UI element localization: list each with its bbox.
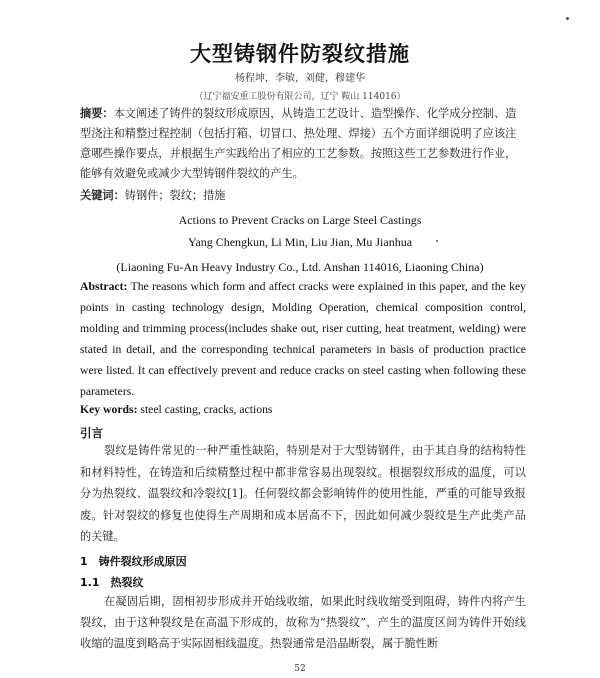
page-number: 52 [294,664,306,674]
keywords-en-label: Key words: [80,403,138,416]
section-1-1-paragraph: 在凝固后期，固相初步形成并开始线收缩，如果此时线收缩受到阻碍，铸件内将产生裂纹，由于这种裂纹是在高温下形成的，故称为“热裂纹”，产生的温度区间为铸件开始线收缩的温度到略高于实际固相线温度。热裂通常是沿晶断裂，属于脆性断 [80,595,526,650]
scan-speck [436,240,438,242]
abstract-cn-label: 摘要： [80,107,114,120]
section-1-1-heading: 1.1 热裂纹 [80,576,144,589]
paper-title-cn: 大型铸钢件防裂纹措施 [190,42,410,66]
intro-paragraph: 裂纹是铸件常见的一种严重性缺陷，特别是对于大型铸钢件，由于其自身的结构特性和材料特性，在铸造和后续精整过程中都非常容易出现裂纹。根据裂纹形成的温度，可以分为热裂纹、温裂纹和冷裂纹[1]。任何裂纹都会影响铸件的使用性能，严重的可能导致报废。针对裂纹的修复也使得生产周期和成本居高不下，因此如何减少裂纹是生产此类产品的关键。 [80,444,526,543]
abstract-en-text: The reasons which form and affect cracks were explained in this paper, and the key points in casting technology design, Molding Operation, chemical composition control, molding and trimming process(includes shake out, riser cutting, heat treatment, welding) were stated in detail, and the corresponding technical parameters in basis of production practice were listed. It can effectively prevent and reduce cracks on steel casting when following these parameters. [80,280,526,398]
affiliation-cn: （辽宁福安重工股份有限公司，辽宁 鞍山 114016） [194,92,406,102]
abstract-en [80,276,526,402]
paper-title-en: Actions to Prevent Cracks on Large Steel Castings [178,213,422,227]
scan-speck [566,17,569,20]
abstract-en-label: Abstract: [80,280,128,293]
authors-en: Yang Chengkun, Li Min, Liu Jian, Mu Jianhua [187,235,413,249]
section-1-heading: 1 铸件裂纹形成原因 [80,555,187,568]
keywords-cn [80,187,526,203]
intro-heading: 引言 [80,426,103,440]
keywords-en-text: steel casting, cracks, actions [140,403,273,416]
affiliation-en: (Liaoning Fu-An Heavy Industry Co., Ltd. Anshan 114016, Liaoning China) [116,260,484,274]
abstract-cn-text: 本文阐述了铸件的裂纹形成原因，从铸造工艺设计、造型操作、化学成分控制、造型浇注和精整过程控制（包括打箱、切冒口、热处理、焊接）五个方面详细说明了应该注意哪些操作要点，并根据生产实践给出了相应的工艺参数。按照这些工艺参数进行作业，能够有效避免或减少大型铸钢件裂纹的产生。 [80,107,517,180]
keywords-en [80,403,526,416]
keywords-cn-text: 铸钢件；裂纹；措施 [124,189,226,202]
abstract-cn [80,104,526,184]
keywords-cn-label: 关键词： [80,189,125,202]
authors-cn: 杨程坤，李敏，刘健，穆建华 [235,73,365,84]
